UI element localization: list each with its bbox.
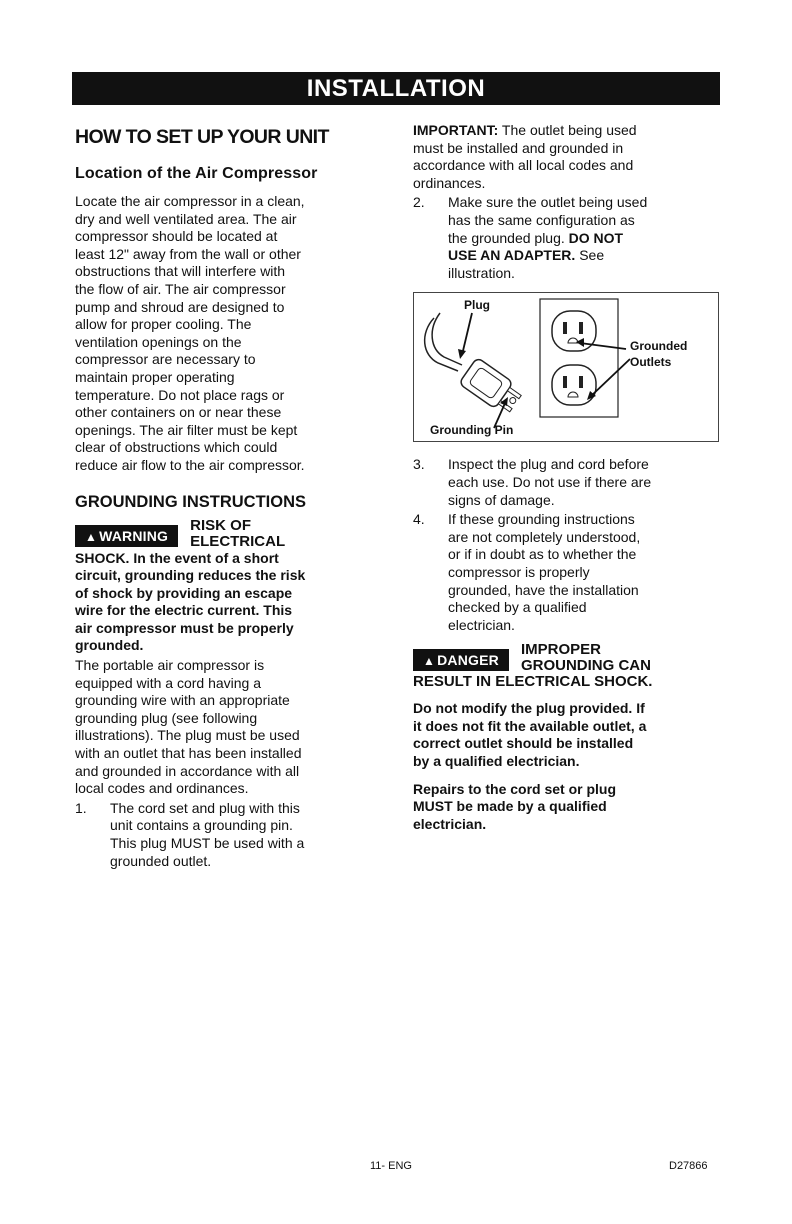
warning-signal (75, 518, 385, 550)
plug-label: Plug (464, 298, 490, 313)
plug-outlet-illustration (413, 292, 719, 442)
plug-outlet-drawing (414, 293, 718, 441)
warning-head-line1: RISK OF (190, 516, 251, 534)
plug-arrow (462, 313, 472, 355)
plug-arrowhead (458, 349, 466, 359)
section-banner (72, 72, 720, 105)
danger-paragraph-1: Do not modify the plug provided. If it does not fit the available outlet, a correct outlet should be installed by a qualified electrician. (413, 700, 647, 770)
location-paragraph: Locate the air compressor in a clean, dry and well ventilated area. The air compressor should be located at least 12" away from the wall or other obstructions that will interfere with the flow of air. The air compressor pump and shroud are designed to allow for proper cooling. The ventilation openings on the compressor are necessary to maintain proper operating temperature. Do not place rags or other containers on or near these openings. The air filter must be kept clear of obstructions which could reduce air flow to the air compressor. (75, 193, 305, 473)
danger-head-line1: IMPROPER (520, 641, 601, 659)
grounding-pin-label: Grounding Pin (430, 423, 514, 438)
list-item-4: 4. If these grounding instructions are not completely understood, or if in doubt as to whether the compressor is properly grounded, have the installation checked by a qualified electrician. (413, 511, 641, 633)
important-paragraph: IMPORTANT: The outlet being used must be installed and grounded in accordance with all local codes and ordinances. (413, 122, 637, 191)
list-item-2: 2. Make sure the outlet being used has the same configuration as the grounded plug. DO NOT USE AN ADAPTER. See illustration. (413, 194, 648, 281)
important-label: IMPORTANT: (413, 122, 499, 138)
danger-badge: ▲ DANGER (413, 649, 509, 671)
danger-head-line2: GROUNDING CAN (520, 657, 651, 675)
danger-triangle-icon: ▲ (423, 654, 436, 669)
grounding-paragraph: The portable air compressor is equipped with a cord having a grounding wire with an appropriate grounding plug (see following illustrations). The plug must be used with an outlet that has been installed and grounded in accordance with all local codes and ordinances. (75, 657, 302, 797)
cord-line (425, 318, 458, 371)
list-item-3: 3. Inspect the plug and cord before each use. Do not use if there are signs of damage. (413, 456, 652, 508)
document-code: D27866 (669, 1160, 708, 1172)
warning-head-line2: ELECTRICAL (190, 532, 286, 550)
danger-signal (413, 642, 723, 674)
warning-text: SHOCK. In the event of a short circuit, grounding reduces the risk of shock by providing an escape wire for the electric current. This air compressor must be properly grounded. (75, 549, 306, 654)
grounding-heading: GROUNDING INSTRUCTIONS (75, 492, 306, 511)
cord-line-2 (432, 313, 462, 365)
danger-paragraph-2: Repairs to the cord set or plug MUST be made by a qualified electrician. (413, 780, 617, 832)
page-number: 11- ENG (370, 1160, 412, 1172)
warning-triangle-icon: ▲ (85, 529, 98, 544)
list-item-1: 1. The cord set and plug with this unit contains a grounding pin. This plug MUST be used with a grounded outlet. (75, 799, 305, 869)
location-heading: Location of the Air Compressor (75, 165, 318, 182)
banner-title: INSTALLATION (306, 75, 486, 102)
setup-heading: HOW TO SET UP YOUR UNIT (75, 126, 329, 148)
grounded-label: Grounded (630, 339, 688, 354)
outlet-lower-icon (552, 365, 596, 405)
right-column (413, 122, 723, 833)
outlets-label: Outlets (630, 355, 672, 370)
plug-icon (459, 358, 525, 417)
left-column (75, 122, 385, 870)
danger-head-line3: RESULT IN ELECTRICAL SHOCK. (413, 673, 653, 691)
warning-badge: ▲ WARNING (75, 525, 178, 547)
